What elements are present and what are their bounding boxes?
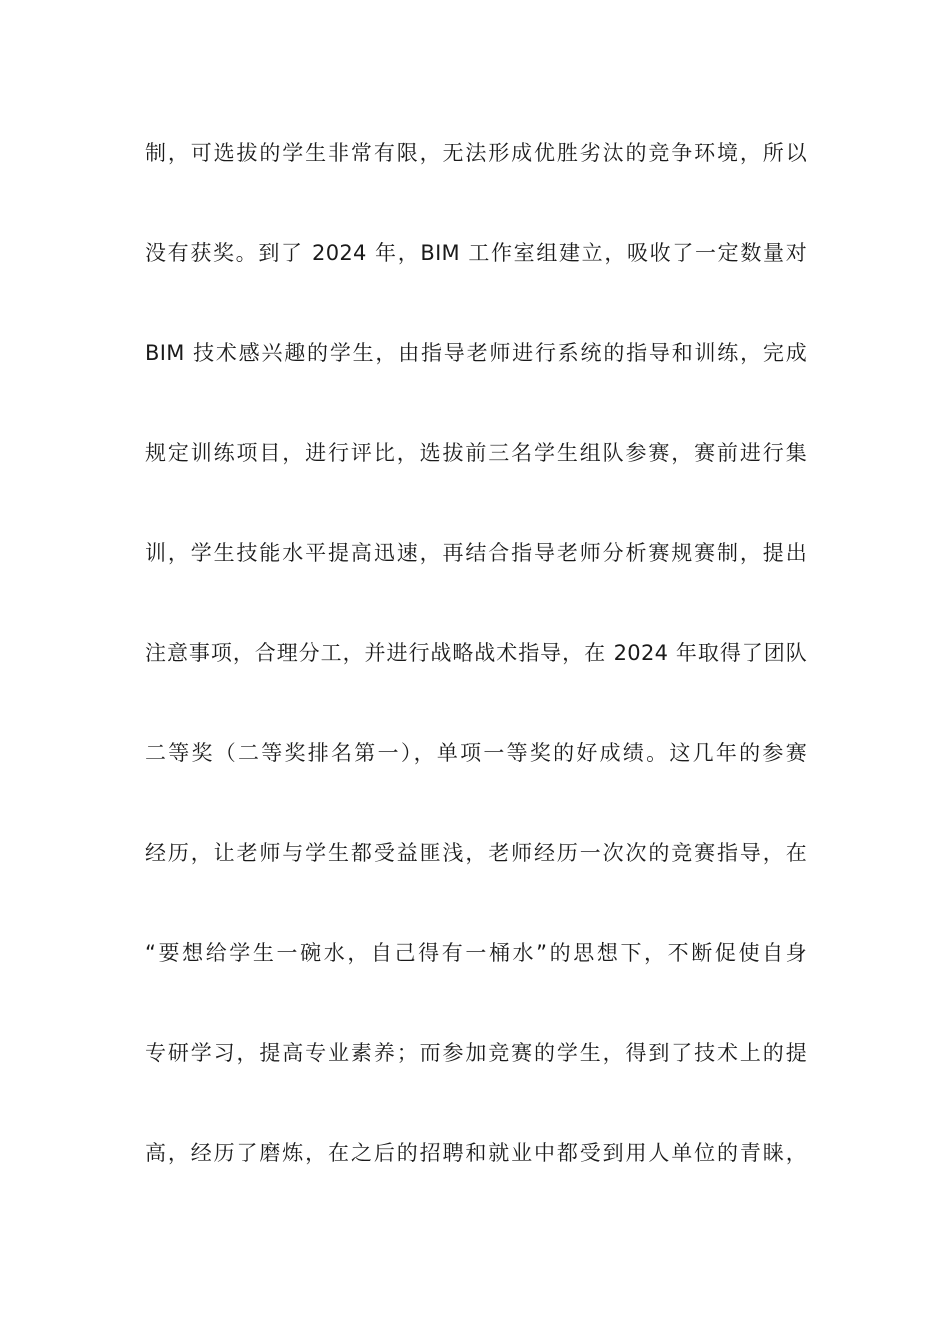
text-line: 高，经历了磨炼，在之后的招聘和就业中都受到用人单位的青睐， [145,1141,807,1165]
text-line: BIM 技术感兴趣的学生，由指导老师进行系统的指导和训练，完成 [145,341,807,365]
text-line: 没有获奖。到了 2024 年，BIM 工作室组建立，吸收了一定数量对 [145,241,807,265]
text-line: 专研学习，提高专业素养；而参加竞赛的学生，得到了技术上的提 [145,1041,807,1065]
text-line: 训，学生技能水平提高迅速，再结合指导老师分析赛规赛制，提出 [145,541,807,565]
body-text [145,128,807,1228]
text-line: 注意事项，合理分工，并进行战略战术指导，在 2024 年取得了团队 [145,641,807,665]
text-line: “要想给学生一碗水，自己得有一桶水”的思想下，不断促使自身 [145,941,807,965]
text-line: 经历，让老师与学生都受益匪浅，老师经历一次次的竞赛指导，在 [145,841,807,865]
text-line: 规定训练项目，进行评比，选拔前三名学生组队参赛，赛前进行集 [145,441,807,465]
text-line: 二等奖（二等奖排名第一），单项一等奖的好成绩。这几年的参赛 [145,741,807,765]
text-line: 制，可选拔的学生非常有限，无法形成优胜劣汰的竞争环境，所以 [145,141,807,165]
